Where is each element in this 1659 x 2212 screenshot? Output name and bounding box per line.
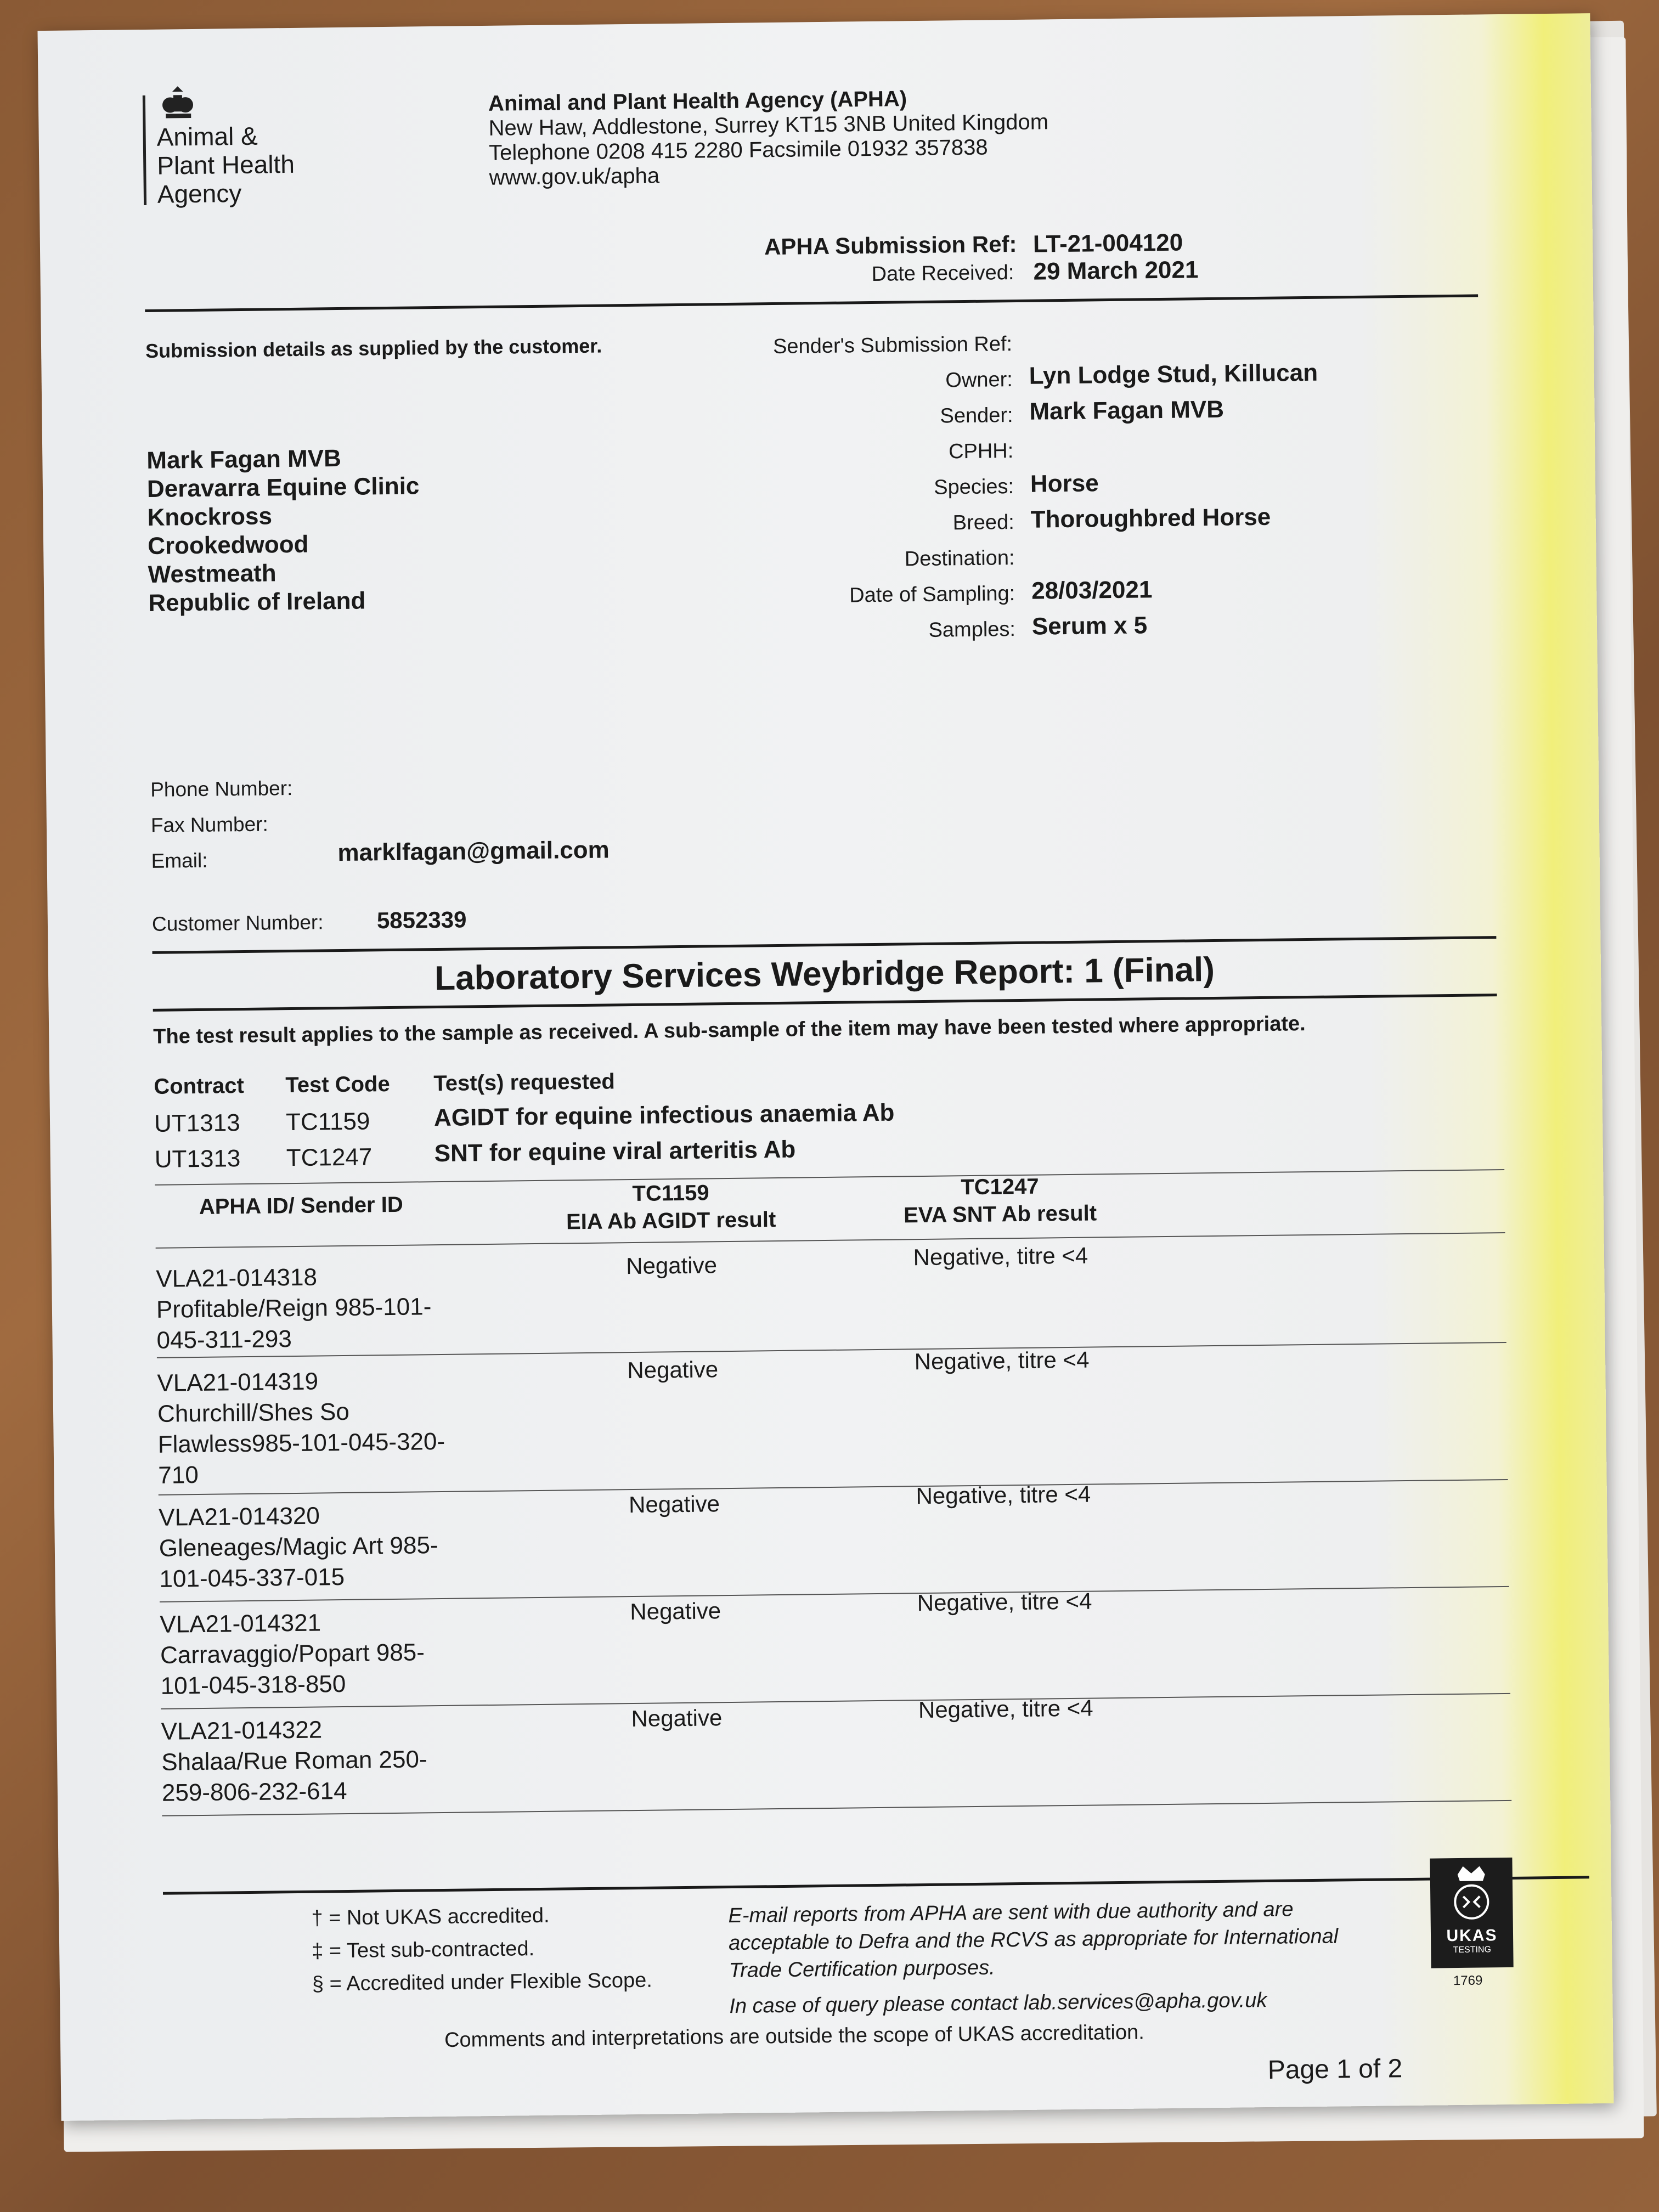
report-note: The test result applies to the sample as received. A sub-sample of the item may have been tested where appropriate. (153, 1012, 1306, 1048)
ukas-number: 1769 (1453, 1973, 1483, 1989)
ukas-logo-text: UKAS (1446, 1926, 1498, 1945)
result-sample-id: VLA21-014322 Shalaa/Rue Roman 250- 259-806-232-614 (161, 1716, 427, 1807)
page-number: Page 1 of 2 (1267, 2054, 1403, 2085)
test-contract: UT1313 (154, 1109, 240, 1137)
submission-intro: Submission details as supplied by the customer. (145, 334, 602, 362)
breed-label: Breed: (952, 511, 1014, 535)
legend-item: ‡ = Test sub-contracted. (311, 1937, 535, 1963)
sender-address: Mark Fagan MVB Deravarra Equine Clinic Knockross Crookedwood Westmeath Republic of Ireland (146, 444, 420, 617)
result-eia: Negative (631, 1705, 723, 1732)
legend-item: † = Not UKAS accredited. (311, 1904, 550, 1930)
contract-header: Contract (154, 1074, 245, 1099)
result-eva: Negative, titre <4 (914, 1346, 1090, 1375)
result-sample-id: VLA21-014318 Profitable/Reign 985-101- 045-311-293 (156, 1263, 432, 1354)
results-eva-code: TC1247 (961, 1174, 1039, 1200)
sampling-date-value: 28/03/2021 (1031, 576, 1153, 605)
species-label: Species: (934, 475, 1014, 499)
cphh-label: CPHH: (948, 439, 1014, 464)
ukas-logo-sub: TESTING (1453, 1945, 1492, 1955)
samples-label: Samples: (928, 618, 1016, 642)
result-eva: Negative, titre <4 (916, 1481, 1091, 1509)
submission-ref-label: APHA Submission Ref: (764, 230, 1017, 260)
fax-label: Fax Number: (150, 812, 268, 837)
owner-label: Owner: (945, 368, 1013, 392)
test-code-header: Test Code (285, 1072, 390, 1098)
tests-requested-header: Test(s) requested (433, 1069, 615, 1096)
results-rule (156, 1232, 1505, 1249)
senders-ref-label: Sender's Submission Ref: (772, 332, 1013, 359)
test-code: TC1247 (286, 1143, 373, 1172)
sender-value: Mark Fagan MVB (1029, 396, 1224, 425)
ukas-comment: Comments and interpretations are outside the scope of UKAS accreditation. (444, 2021, 1145, 2052)
logo-divider (143, 95, 146, 205)
query-notice: In case of query please contact lab.services@apha.gov.uk (729, 1988, 1267, 2018)
sampling-date-label: Date of Sampling: (849, 582, 1015, 607)
result-sample-id: VLA21-014321 Carravaggio/Popart 985- 101-045-318-850 (160, 1609, 425, 1700)
ukas-logo (1430, 1858, 1513, 1968)
email-value: marklfagan@gmail.com (337, 836, 610, 867)
customer-number: 5852339 (376, 906, 467, 934)
breed-value: Thoroughbred Horse (1030, 503, 1271, 533)
date-received: 29 March 2021 (1033, 256, 1199, 285)
species-value: Horse (1030, 470, 1099, 498)
test-code: TC1159 (285, 1108, 370, 1136)
test-requested: AGIDT for equine infectious anaemia Ab (433, 1099, 895, 1132)
report-title: Laboratory Services Weybridge Report: 1 (Final) (434, 950, 1215, 998)
result-sample-id: VLA21-014319 Churchill/Shes So Flawless985-101-045-320- 710 (157, 1368, 445, 1489)
crown-icon (1430, 1858, 1513, 1925)
agency-name: Animal and Plant Health Agency (APHA) (488, 87, 907, 116)
email-notice: E-mail reports from APHA are sent with due authority and are acceptable to Defra and the RCVS as appropriate for International Trade Certification purposes. (728, 1898, 1339, 1983)
result-eva: Negative, titre <4 (917, 1588, 1092, 1616)
result-eva: Negative, titre <4 (913, 1242, 1088, 1271)
email-label: Email: (151, 849, 208, 872)
legend-item: § = Accredited under Flexible Scope. (312, 1968, 653, 1996)
test-requested: SNT for equine viral arteritis Ab (434, 1136, 796, 1167)
result-eia: Negative (630, 1598, 721, 1625)
header-rule (145, 294, 1478, 312)
destination-label: Destination: (904, 546, 1015, 571)
agency-phone-fax: Telephone 0208 415 2280 Facsimile 01932 357838 (488, 135, 988, 165)
results-eia-code: TC1159 (632, 1181, 709, 1206)
agency-address: New Haw, Addlestone, Surrey KT15 3NB United Kingdom (488, 110, 1049, 140)
results-id-header: APHA ID/ Sender ID (199, 1192, 403, 1219)
customer-number-label: Customer Number: (151, 911, 324, 935)
footer-rule (163, 1876, 1589, 1894)
results-eva-name: EVA SNT Ab result (903, 1201, 1097, 1228)
result-eia: Negative (628, 1491, 720, 1518)
results-eia-name: EIA Ab AGIDT result (566, 1207, 776, 1234)
report-page (37, 13, 1613, 2121)
results-rule (155, 1169, 1504, 1186)
submission-ref: LT-21-004120 (1032, 229, 1183, 258)
result-eia: Negative (625, 1252, 718, 1279)
result-eva: Negative, titre <4 (918, 1695, 1093, 1723)
owner-value: Lyn Lodge Stud, Killucan (1029, 359, 1318, 390)
date-received-label: Date Received: (871, 261, 1014, 286)
royal-crest-icon (154, 84, 204, 123)
sender-label: Sender: (940, 404, 1013, 428)
agency-website: www.gov.uk/apha (489, 163, 660, 190)
agency-logo-text: Animal & Plant Health Agency (156, 121, 295, 208)
result-eia: Negative (627, 1356, 719, 1384)
result-sample-id: VLA21-014320 Gleneages/Magic Art 985- 101-045-337-015 (158, 1502, 438, 1593)
test-contract: UT1313 (154, 1145, 241, 1173)
phone-label: Phone Number: (150, 776, 293, 801)
samples-value: Serum x 5 (1031, 612, 1148, 640)
